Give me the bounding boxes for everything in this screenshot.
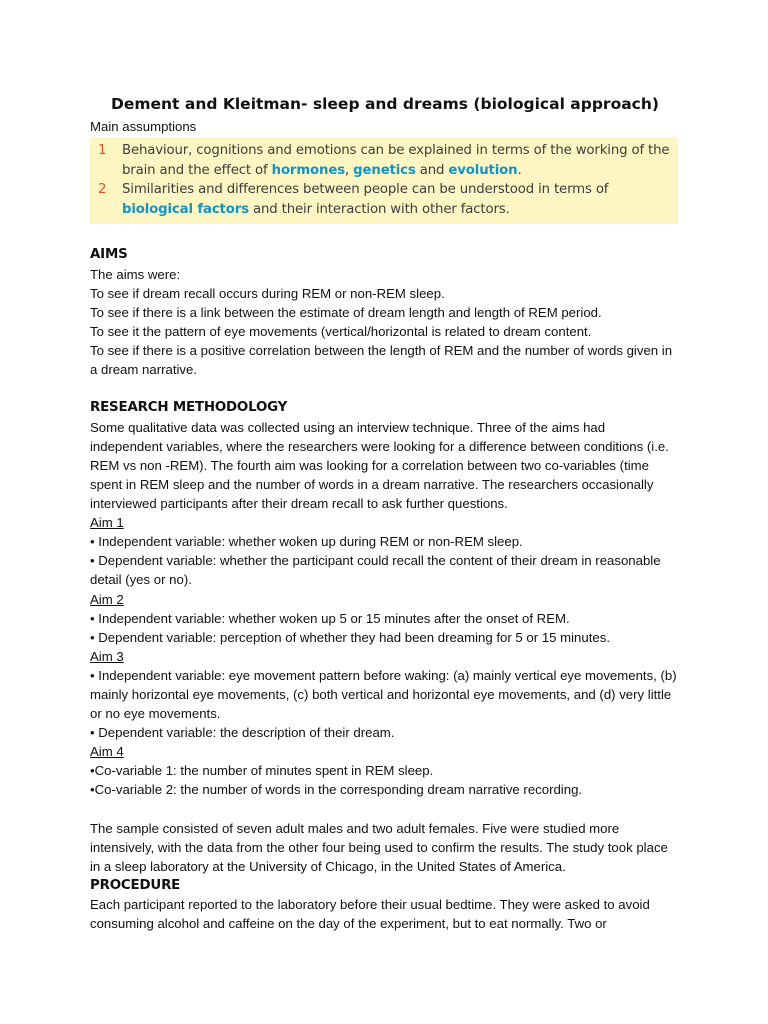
- aim-3-label: Aim 3: [90, 648, 124, 664]
- aim-2-item: • Dependent variable: perception of whether they had been dreaming for 5 or 15 minutes.: [90, 629, 610, 645]
- procedure-heading: PROCEDURE: [90, 877, 181, 893]
- procedure-paragraph: Each participant reported to the laboratory before their usual bedtime. They were asked to avoid consuming alcohol and caffeine on the day of the experiment, but to eat normally. Two or: [90, 897, 650, 932]
- aim-4-label: Aim 4: [90, 744, 124, 760]
- methodology-heading: RESEARCH METHODOLOGY: [90, 400, 288, 416]
- aims-line: The aims were:: [90, 266, 181, 282]
- aim-1-label: Aim 1: [90, 515, 124, 531]
- aims-line: To see if there is a link between the estimate of dream length and length of REM period.: [90, 304, 602, 320]
- assumption-text: Similarities and differences between people can be understood in terms of biological factors and their interaction with other factors.: [122, 182, 609, 217]
- highlight-term: biological factors: [122, 201, 249, 217]
- document-title: Dement and Kleitman- sleep and dreams (biological approach): [110, 95, 659, 113]
- document-body: [90, 92, 680, 934]
- assumptions-box: [90, 138, 678, 224]
- aims-line: To see it the pattern of eye movements (vertical/horizontal is related to dream content.: [90, 323, 592, 339]
- highlight-term: hormones: [271, 162, 345, 178]
- aim-3-item: • Independent variable: eye movement pattern before waking: (a) mainly vertical eye movements, (b) mainly horizontal eye movements, (c) both vertical and horizontal eye movements, and (d) very little or no eye movements.: [90, 667, 677, 722]
- aim-2-item: • Independent variable: whether woken up 5 or 15 minutes after the onset of REM.: [90, 610, 570, 626]
- highlight-term: evolution: [448, 162, 518, 178]
- sample-paragraph: The sample consisted of seven adult males and two adult females. Five were studied more intensively, with the data from the other four being used to confirm the results. The study took place in a sleep laboratory at the University of Chicago, in the United States of America.: [90, 820, 668, 874]
- main-assumptions-label: Main assumptions: [90, 119, 197, 134]
- aim-2-label: Aim 2: [90, 591, 124, 607]
- aim-4-item: •Co-variable 2: the number of words in the corresponding dream narrative recording.: [90, 782, 583, 798]
- highlight-term: genetics: [353, 162, 416, 178]
- aims-line: To see if there is a positive correlation between the length of REM and the number of words given in a dream narrative.: [90, 342, 673, 378]
- aim-1-item: • Independent variable: whether woken up during REM or non-REM sleep.: [90, 534, 523, 550]
- aim-3-item: • Dependent variable: the description of their dream.: [90, 725, 395, 741]
- assumption-number: 2: [98, 182, 107, 198]
- assumption-item: [98, 141, 672, 180]
- assumption-text: Behaviour, cognitions and emotions can be explained in terms of the working of the brain and the effect of hormones, genetics and evolution.: [122, 143, 670, 178]
- methodology-intro: Some qualitative data was collected using an interview technique. Three of the aims had independent variables, where the researchers were looking for a difference between conditions (i.e. REM vs non -REM). The fourth aim was looking for a correlation between two co-variables (time spent in REM sleep and the number of words in a dream narrative. The researchers occasionally interviewed participants after their dream recall to ask further questions.: [90, 419, 669, 512]
- assumption-item: [98, 180, 672, 219]
- aims-line: To see if dream recall occurs during REM or non-REM sleep.: [90, 285, 445, 301]
- assumption-number: 1: [98, 143, 107, 159]
- aims-heading: AIMS: [90, 247, 128, 263]
- aim-4-item: •Co-variable 1: the number of minutes spent in REM sleep.: [90, 763, 434, 779]
- aim-1-item: • Dependent variable: whether the participant could recall the content of their dream in reasonable detail (yes or no).: [90, 553, 661, 588]
